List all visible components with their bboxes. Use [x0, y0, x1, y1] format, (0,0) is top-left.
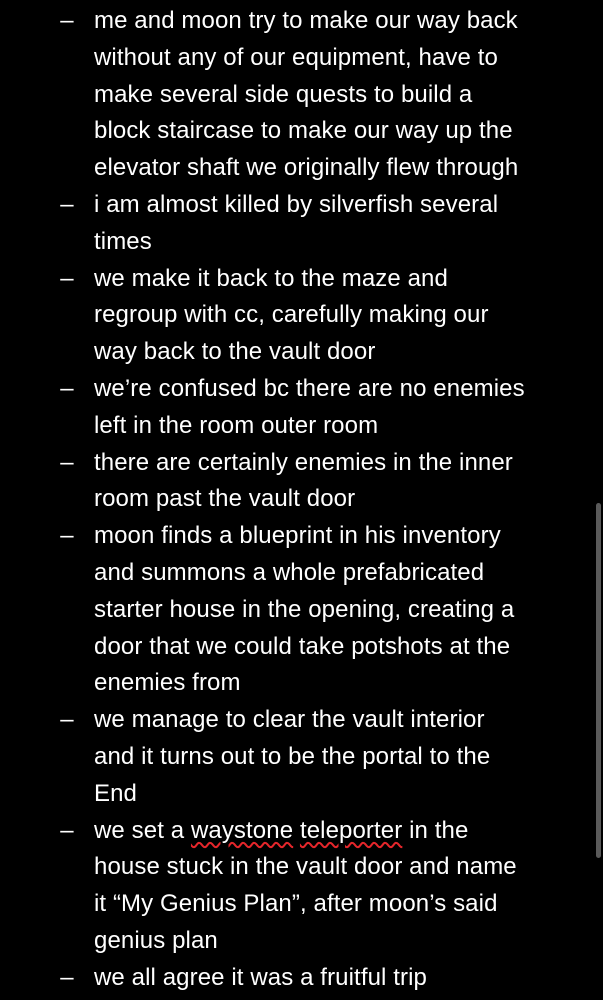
misspelled-word[interactable]: teleporter — [299, 816, 403, 844]
bullet-dash: – — [60, 706, 74, 734]
bullet-dash: – — [60, 7, 74, 34]
list-item — [0, 445, 603, 519]
bullet-list — [0, 3, 603, 997]
text-line: way back to the vault door — [94, 338, 376, 366]
misspelled-word[interactable]: waystone — [190, 816, 294, 844]
text-segment: we set a — [94, 816, 191, 844]
text-segment: in the — [402, 816, 469, 844]
text-line: room past the vault door — [94, 485, 356, 513]
text-line: times — [94, 227, 152, 255]
bullet-dash: – — [60, 374, 74, 402]
list-item — [0, 702, 603, 812]
text-line: genius plan — [94, 926, 218, 954]
list-item — [0, 518, 603, 702]
text-line: it “My Genius Plan”, after moon’s said — [94, 890, 498, 918]
text-line: me and moon try to make our way back — [94, 7, 518, 34]
note-body[interactable] — [0, 3, 603, 997]
text-line: moon finds a blueprint in his inventory — [94, 522, 501, 550]
list-item — [0, 3, 603, 187]
bullet-dash: – — [60, 448, 74, 476]
text-line: and summons a whole prefabricated — [94, 558, 485, 586]
text-line: we make it back to the maze and — [94, 264, 448, 292]
text-line: and it turns out to be the portal to the — [94, 742, 491, 770]
text-line: there are certainly enemies in the inner — [94, 448, 513, 476]
text-line: we manage to clear the vault interior — [94, 706, 485, 734]
text-line: elevator shaft we originally flew through — [94, 154, 519, 182]
text-line: without any of our equipment, have to — [94, 43, 498, 71]
text-line: starter house in the opening, creating a — [94, 595, 515, 623]
bullet-dash: – — [60, 522, 74, 550]
text-line: block staircase to make our way up the — [94, 117, 513, 145]
text-line: we all agree it was a fruitful trip — [94, 963, 427, 991]
text-segment — [293, 817, 300, 844]
text-line: we’re confused bc there are no enemies — [94, 374, 525, 402]
text-line — [94, 813, 573, 850]
bullet-dash: – — [60, 963, 74, 991]
text-line: door that we could take potshots at the — [94, 632, 511, 660]
bullet-dash: – — [60, 190, 74, 218]
text-line: End — [94, 779, 138, 807]
text-line: enemies from — [94, 669, 241, 697]
text-line: regroup with cc, carefully making our — [94, 301, 489, 329]
list-item — [0, 261, 603, 371]
text-line: house stuck in the vault door and name — [94, 853, 517, 881]
text-line: make several side quests to build a — [94, 80, 473, 108]
bullet-dash: – — [60, 264, 74, 292]
text-line: left in the room outer room — [94, 411, 379, 439]
bullet-dash: – — [60, 816, 74, 844]
list-item — [0, 813, 603, 960]
vertical-scrollbar[interactable] — [596, 503, 601, 858]
list-item — [0, 371, 603, 445]
text-line: i am almost killed by silverfish several — [94, 190, 499, 218]
list-item — [0, 960, 603, 997]
list-item — [0, 187, 603, 261]
